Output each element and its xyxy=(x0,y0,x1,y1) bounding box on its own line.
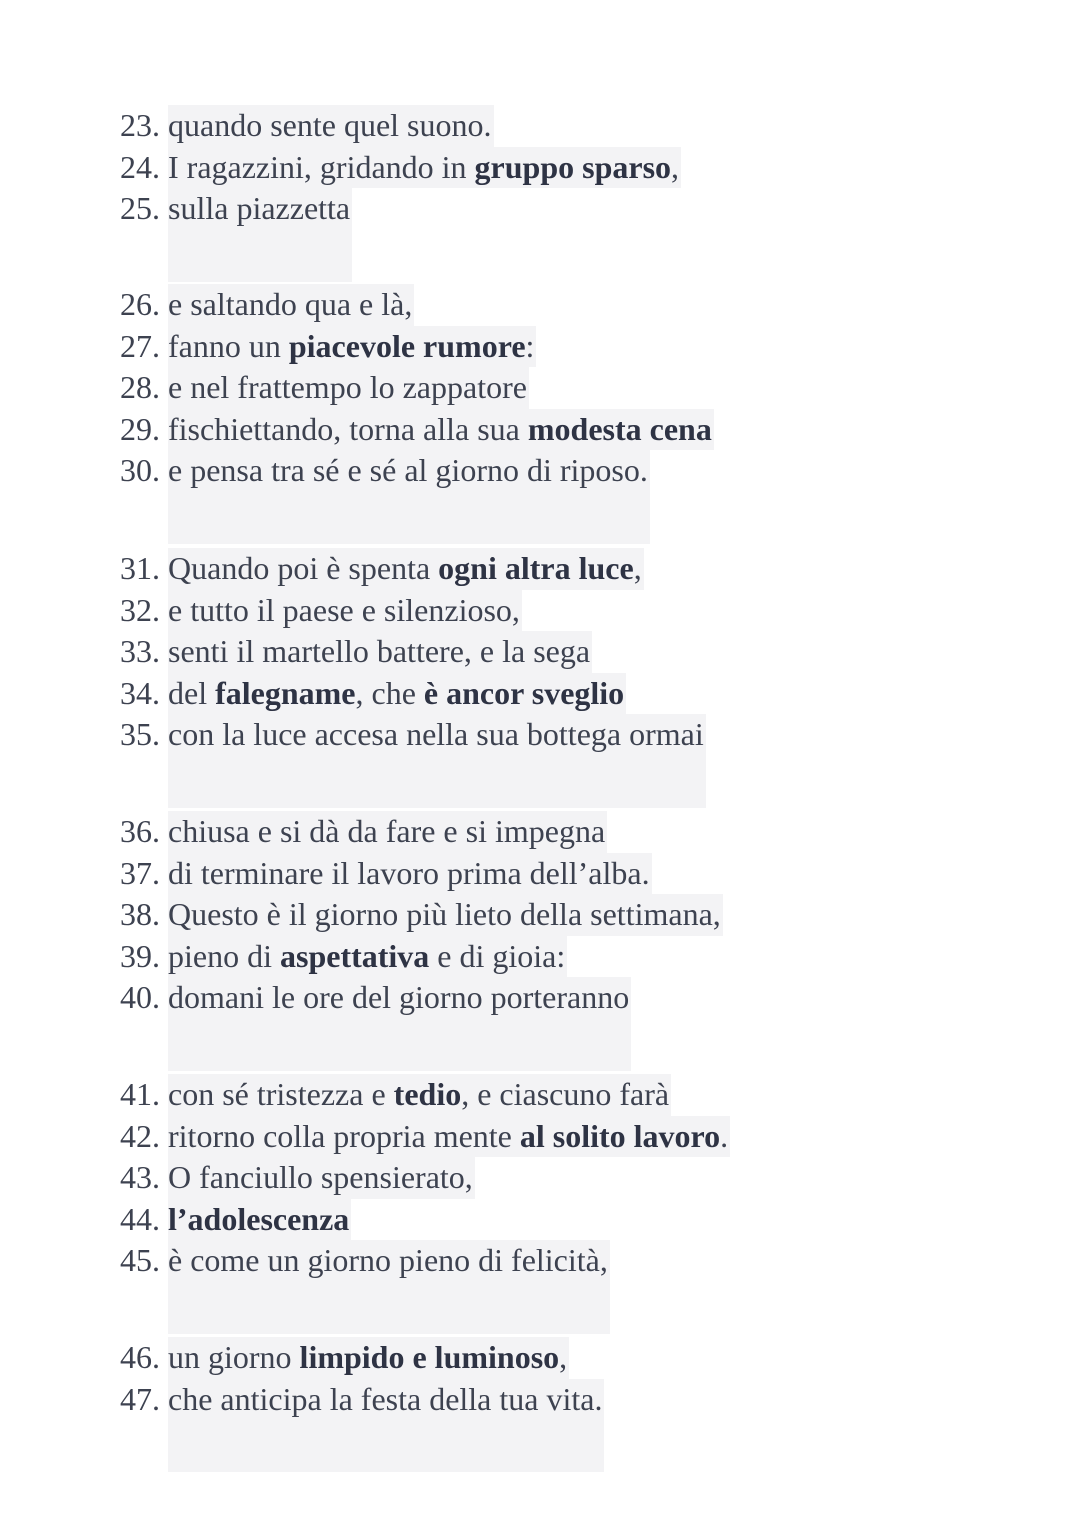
verse-text xyxy=(168,1379,604,1421)
verse-fragment: Questo è il giorno più lieto della settimana, xyxy=(168,896,721,933)
verse-text xyxy=(168,590,522,632)
verse-number: 34. xyxy=(120,674,160,711)
verse-line xyxy=(120,853,723,895)
verse-line xyxy=(120,1379,604,1421)
verse-fragment: : xyxy=(525,327,535,364)
verse-line xyxy=(120,1337,604,1379)
verse-number: 30. xyxy=(120,452,160,489)
verse-text xyxy=(168,548,644,590)
verse-text xyxy=(168,853,652,895)
verse-fragment: un giorno xyxy=(168,1339,300,1375)
verse-fragment: con sé tristezza e xyxy=(168,1076,394,1112)
verse-fragment: e saltando qua e là, xyxy=(168,286,413,322)
verse-fragment: . xyxy=(720,1117,729,1154)
verse-line xyxy=(120,673,706,715)
verse-line xyxy=(120,284,714,326)
verse-fragment: , che xyxy=(355,674,424,711)
verse-number: 35. xyxy=(120,716,160,753)
verse-number: 42. xyxy=(120,1117,160,1154)
verse-line xyxy=(120,409,714,451)
verse-line xyxy=(120,590,706,632)
verse-fragment: è come un giorno pieno di felicità, xyxy=(168,1242,608,1279)
verse-text xyxy=(168,714,706,756)
highlight-shadow xyxy=(168,1282,610,1334)
verse-fragment: chiusa e si dà da fare e si impegna xyxy=(168,813,606,849)
verse-text xyxy=(168,977,631,1019)
verse-fragment: sulla piazzetta xyxy=(168,190,351,227)
verse-number: 33. xyxy=(120,633,160,670)
verse-fragment: del xyxy=(168,674,216,711)
verse-text xyxy=(168,326,536,368)
highlight-shadow xyxy=(168,756,706,808)
stanza-6 xyxy=(120,1337,604,1420)
verse-line xyxy=(120,188,681,230)
verse-fragment: , e ciascuno farà xyxy=(461,1076,670,1112)
verse-text xyxy=(168,1337,569,1379)
verse-fragment: , xyxy=(671,148,680,185)
verse-line xyxy=(120,811,723,853)
verse-line xyxy=(120,1199,730,1241)
verse-fragment: Quando poi è spenta xyxy=(168,550,439,586)
verse-line xyxy=(120,326,714,368)
verse-fragment: fanno un xyxy=(168,327,289,364)
verse-text xyxy=(168,936,567,978)
stanza-4 xyxy=(120,811,723,1019)
verse-fragment: con la luce accesa nella sua bottega ormai xyxy=(168,716,704,753)
verse-number: 43. xyxy=(120,1159,160,1196)
verse-number: 39. xyxy=(120,937,160,974)
verse-number: 23. xyxy=(120,107,160,143)
verse-line xyxy=(120,147,681,189)
verse-text xyxy=(168,1199,351,1241)
verse-fragment: I ragazzini, gridando in xyxy=(168,148,475,185)
verse-fragment: di terminare il lavoro prima dell’alba. xyxy=(168,854,650,891)
verse-fragment: e nel frattempo lo zappatore xyxy=(168,369,527,406)
verse-number: 38. xyxy=(120,896,160,933)
verse-number: 36. xyxy=(120,813,160,849)
verse-highlight: gruppo sparso xyxy=(474,148,672,185)
verse-number: 37. xyxy=(120,854,160,891)
highlight-shadow xyxy=(168,1019,631,1071)
verse-fragment: quando sente quel suono. xyxy=(168,107,492,143)
verse-text xyxy=(168,1157,475,1199)
verse-line xyxy=(120,936,723,978)
verse-number: 44. xyxy=(120,1200,160,1237)
verse-number: 31. xyxy=(120,550,160,586)
verse-text xyxy=(168,409,714,451)
highlight-shadow xyxy=(168,1420,604,1472)
verse-line xyxy=(120,1240,730,1282)
verse-text xyxy=(168,188,352,230)
verse-text xyxy=(168,450,650,492)
verse-number: 47. xyxy=(120,1380,160,1417)
verse-fragment: pieno di xyxy=(168,937,280,974)
verse-highlight: ogni altra luce xyxy=(438,550,634,586)
stanza-3 xyxy=(120,548,706,756)
verse-line xyxy=(120,367,714,409)
verse-fragment: ritorno colla propria mente xyxy=(168,1117,520,1154)
verse-highlight: modesta cena xyxy=(527,410,712,447)
verse-line xyxy=(120,450,714,492)
verse-fragment: fischiettando, torna alla sua xyxy=(168,410,528,447)
verse-highlight: limpido e luminoso xyxy=(299,1339,560,1375)
verse-fragment: O fanciullo spensierato, xyxy=(168,1159,473,1196)
verse-highlight: falegname xyxy=(215,674,356,711)
highlight-shadow xyxy=(168,230,352,282)
stanza-1 xyxy=(120,105,681,230)
verse-highlight: al solito lavoro xyxy=(519,1117,721,1154)
verse-line xyxy=(120,1074,730,1116)
verse-fragment: , xyxy=(559,1339,568,1375)
verse-text xyxy=(168,1116,730,1158)
highlight-shadow xyxy=(168,492,650,544)
verse-number: 27. xyxy=(120,327,160,364)
verse-line xyxy=(120,894,723,936)
verse-number: 40. xyxy=(120,979,160,1016)
verse-line xyxy=(120,631,706,673)
stanza-5 xyxy=(120,1074,730,1282)
verse-number: 25. xyxy=(120,190,160,227)
verse-fragment: e pensa tra sé e sé al giorno di riposo. xyxy=(168,452,648,489)
verse-highlight: aspettativa xyxy=(279,937,430,974)
verse-text xyxy=(168,811,607,853)
verse-highlight: piacevole rumore xyxy=(288,327,526,364)
verse-number: 29. xyxy=(120,410,160,447)
verse-line xyxy=(120,105,681,147)
verse-fragment: senti il martello battere, e la sega xyxy=(168,633,591,670)
verse-text xyxy=(168,105,494,147)
verse-text xyxy=(168,1240,610,1282)
verse-fragment: e tutto il paese e silenzioso, xyxy=(168,591,520,628)
verse-highlight: tedio xyxy=(393,1076,462,1112)
verse-fragment: domani le ore del giorno porteranno xyxy=(168,979,630,1016)
verse-line xyxy=(120,1157,730,1199)
verse-text xyxy=(168,147,681,189)
verse-number: 24. xyxy=(120,148,160,185)
verse-number: 32. xyxy=(120,591,160,628)
verse-number: 41. xyxy=(120,1076,160,1112)
verse-fragment: e di gioia: xyxy=(429,937,566,974)
verse-line xyxy=(120,1116,730,1158)
stanza-2 xyxy=(120,284,714,492)
verse-fragment: , xyxy=(633,550,642,586)
verse-highlight: è ancor sveglio xyxy=(423,674,625,711)
verse-text xyxy=(168,894,723,936)
verse-text xyxy=(168,1074,671,1116)
verse-fragment: che anticipa la festa della tua vita. xyxy=(168,1380,603,1417)
verse-number: 45. xyxy=(120,1242,160,1279)
verse-text xyxy=(168,284,414,326)
verse-text xyxy=(168,673,626,715)
verse-text xyxy=(168,367,529,409)
verse-highlight: l’adolescenza xyxy=(168,1200,350,1237)
verse-line xyxy=(120,548,706,590)
verse-number: 28. xyxy=(120,369,160,406)
verse-number: 46. xyxy=(120,1339,160,1375)
verse-number: 26. xyxy=(120,286,160,322)
verse-line xyxy=(120,977,723,1019)
verse-line xyxy=(120,714,706,756)
verse-text xyxy=(168,631,592,673)
